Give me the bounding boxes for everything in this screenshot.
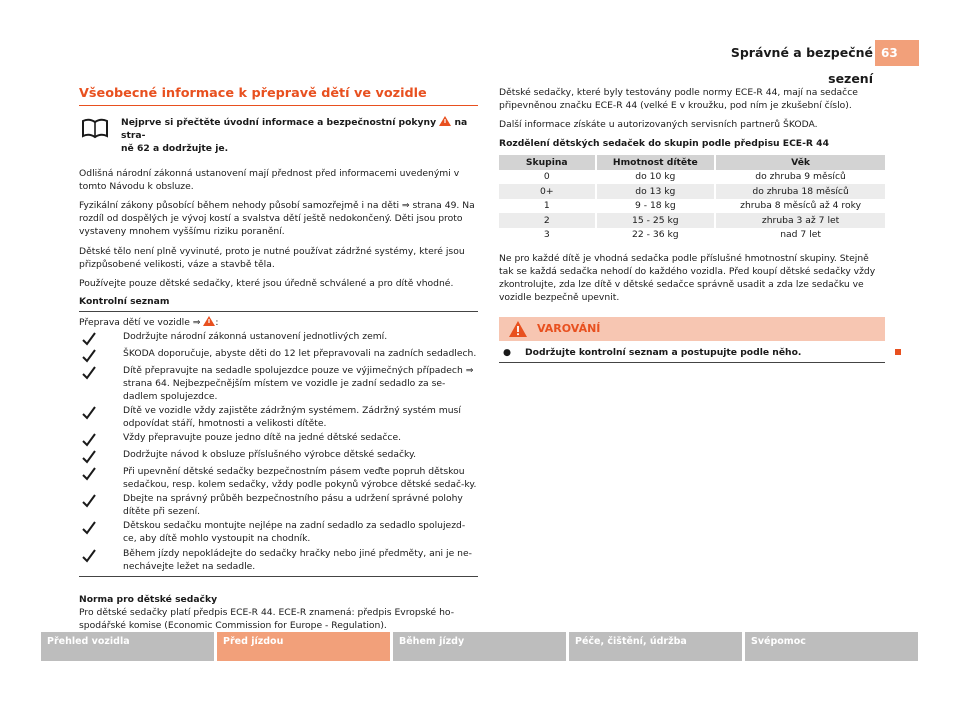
checklist [79,330,478,573]
warning-title: VAROVÁNÍ [537,321,601,335]
checklist-intro-text: Přeprava dětí ve vozidle ⇒ [79,316,201,328]
checklist-item [79,347,478,363]
checklist-item [79,364,478,403]
page-number: 63 [875,40,919,66]
warning-header [499,317,885,341]
checkmark-icon [82,433,96,447]
table-cell: 22 - 36 kg [596,228,716,243]
table-title: Rozdělení dětských sedaček do skupin podle předpisu ECE-R 44 [499,138,829,150]
checkmark-icon [82,549,96,563]
checklist-item [79,404,478,430]
checkmark-icon [82,332,96,346]
checkmark-icon [82,366,96,380]
paragraph: Používejte pouze dětské sedačky, které jsou úředně schválené a pro dítě vhodné. [79,277,454,289]
checklist-divider [79,576,478,577]
checklist-item [79,519,478,545]
norm-text: Pro dětské sedačky platí předpis ECE-R 44. ECE-R znamená: předpis Evropské ho-spodářské komise (Economic Commission for Europe - Regulation). [79,606,455,631]
table-header-row [499,155,885,170]
norm-title: Norma pro dětské sedačky [79,593,218,605]
section-end-mark [895,349,901,355]
checklist-item-text: Dítě přepravujte na sedadle spolujezdce pouze ve výjimečných případech ⇒ strana 64. Nejbezpečnějším místem ve vozidle je zadní sedadlo za se-dadlem spolujezdce. [123,364,474,402]
checklist-item-text: Vždy přepravujte pouze jedno dítě na jedné dětské sedačce. [123,432,402,444]
nav-tab-prehled-vozidla[interactable]: Přehled vozidla [41,632,214,661]
paragraph: Dětské sedačky, které byly testovány podle normy ECE-R 44, mají na sedačce připevněnou značku ECE-R 44 (velké E v kroužku, pod ním je zkušební číslo). [499,87,858,112]
checklist-item [79,547,478,573]
note-text-line2: ně 62 a dodržujte je. [121,143,229,155]
note-text [121,116,478,155]
table-cell: nad 7 let [715,228,885,243]
checklist-intro [79,316,478,329]
table-cell: 3 [543,229,550,241]
chapter-navigation [41,632,918,661]
table-cell: do zhruba 18 měsíců [715,184,885,199]
warning-triangle-icon [203,316,215,326]
table-cell: 0 [543,171,550,183]
checklist-item [79,448,478,464]
table-cell: zhruba 8 měsíců až 4 roky [715,199,885,214]
checklist-title: Kontrolní seznam [79,295,478,312]
checklist-item-text: Při upevnění dětské sedačky bezpečnostním pásem veďte popruh dětskou sedačkou, resp. kolem sedačky, vždy podle pokynů výrobce dětské sedač-ky. [123,466,477,491]
nav-tab-pece-cisteni-udrzba[interactable]: Péče, čištění, údržba [569,632,742,661]
warning-body [499,341,885,363]
checklist-item-text: Dbejte na správný průběh bezpečnostního pásu a udržení správné polohy dítěte při sezení. [123,493,463,518]
checkmark-icon [82,521,96,535]
note-block [79,116,478,155]
checkmark-icon [82,406,96,420]
nav-tab-pred-jizdou[interactable]: Před jízdou [217,632,390,661]
table-cell: do zhruba 9 měsíců [715,170,885,185]
table-cell: 2 [499,213,596,228]
table-row [499,170,885,185]
table-cell: 1 [543,200,550,212]
nav-tab-svepomoc[interactable]: Svépomoc [745,632,918,661]
section-title: Všeobecné informace k přepravě dětí ve vozidle [79,86,478,106]
checklist-item [79,330,478,346]
table-cell: do 10 kg [596,170,716,185]
right-column [499,86,885,363]
warning-triangle-icon [439,116,451,126]
chapter-title: Správné a bezpečné sezení [730,45,873,86]
column-header: Skupina [499,155,596,170]
checkmark-icon [82,349,96,363]
paragraph: Ne pro každé dítě je vhodná sedačka podle příslušné hmotnostní skupiny. Stejně tak se každá sedačka nehodí do každého vozidla. Před koupí dětské sedačky vždy zkontrolujte, zda lze dítě v dětské sedačce správně usadit a zda lze sedačku ve vozidle bezpečně upevnit. [499,253,876,304]
ece-groups-table [499,155,885,242]
paragraph: Fyzikální zákony působící během nehody působí samozřejmě i na děti ⇒ strana 49. Na rozdíl od dospělých je vývoj kostí a svalstva dětí ještě nedokončený. Děti jsou proto vystaveny mnohem vyššímu riziku poranění. [79,200,475,238]
note-text-start: Nejprve si přečtěte úvodní informace a bezpečnostní pokyny [121,117,437,128]
table-cell: 15 - 25 kg [596,213,716,228]
table-cell: zhruba 3 až 7 let [715,213,885,228]
nav-tab-behem-jizdy[interactable]: Během jízdy [393,632,566,661]
warning-triangle-icon [509,321,527,337]
checkmark-icon [82,467,96,481]
checklist-item-text: Během jízdy nepokládejte do sedačky hračky nebo jiné předměty, ani je ne-nechávejte ležet na sedadle. [123,547,472,572]
checklist-item-text: ŠKODA doporučuje, abyste děti do 12 let přepravovali na zadních sedadlech. [123,347,477,359]
checklist-item [79,492,478,518]
warning-text: Dodržujte kontrolní seznam a postupujte podle něho. [525,346,802,358]
paragraph: Dětské tělo není plně vyvinuté, proto je nutné používat zádržné systémy, které jsou přizpůsobené velikosti, váze a stavbě těla. [79,245,465,270]
checklist-item [79,431,478,447]
checklist-intro-colon: : [215,316,219,328]
table-cell: 9 - 18 kg [596,199,716,214]
table-row [499,228,885,243]
checklist-item-text: Dodržujte návod k obsluze příslušného výrobce dětské sedačky. [123,449,417,461]
paragraph: Další informace získáte u autorizovaných servisních partnerů ŠKODA. [499,119,818,131]
column-header: Věk [715,155,885,170]
column-header: Hmotnost dítěte [596,155,716,170]
table-row [499,199,885,214]
checkmark-icon [82,450,96,464]
table-row [499,213,885,228]
checklist-item [79,465,478,491]
table-cell: do 13 kg [596,184,716,199]
checklist-item-text: Dětskou sedačku montujte nejlépe na zadní sedadlo za sedadlo spolujezd-ce, aby dítě mohlo vystoupit na chodník. [123,520,466,545]
note-text-end: na stra- [121,117,468,142]
checklist-item-text: Dítě ve vozidle vždy zajistěte zádržným systémem. Zádržný systém musí odpovídat stáří, hmotnosti a velikosti dítěte. [123,405,461,430]
checkmark-icon [82,494,96,508]
book-icon [81,118,109,140]
table-cell: 0+ [499,184,596,199]
bullet: ● [503,346,512,358]
paragraph: Odlišná národní zákonná ustanovení mají přednost před informacemi uvedenými v tomto Návodu k obsluze. [79,168,460,193]
warning-box [499,317,885,363]
table-row [499,184,885,199]
checklist-item-text: Dodržujte národní zákonná ustanovení jednotlivých zemí. [123,330,388,342]
left-column [79,86,478,632]
